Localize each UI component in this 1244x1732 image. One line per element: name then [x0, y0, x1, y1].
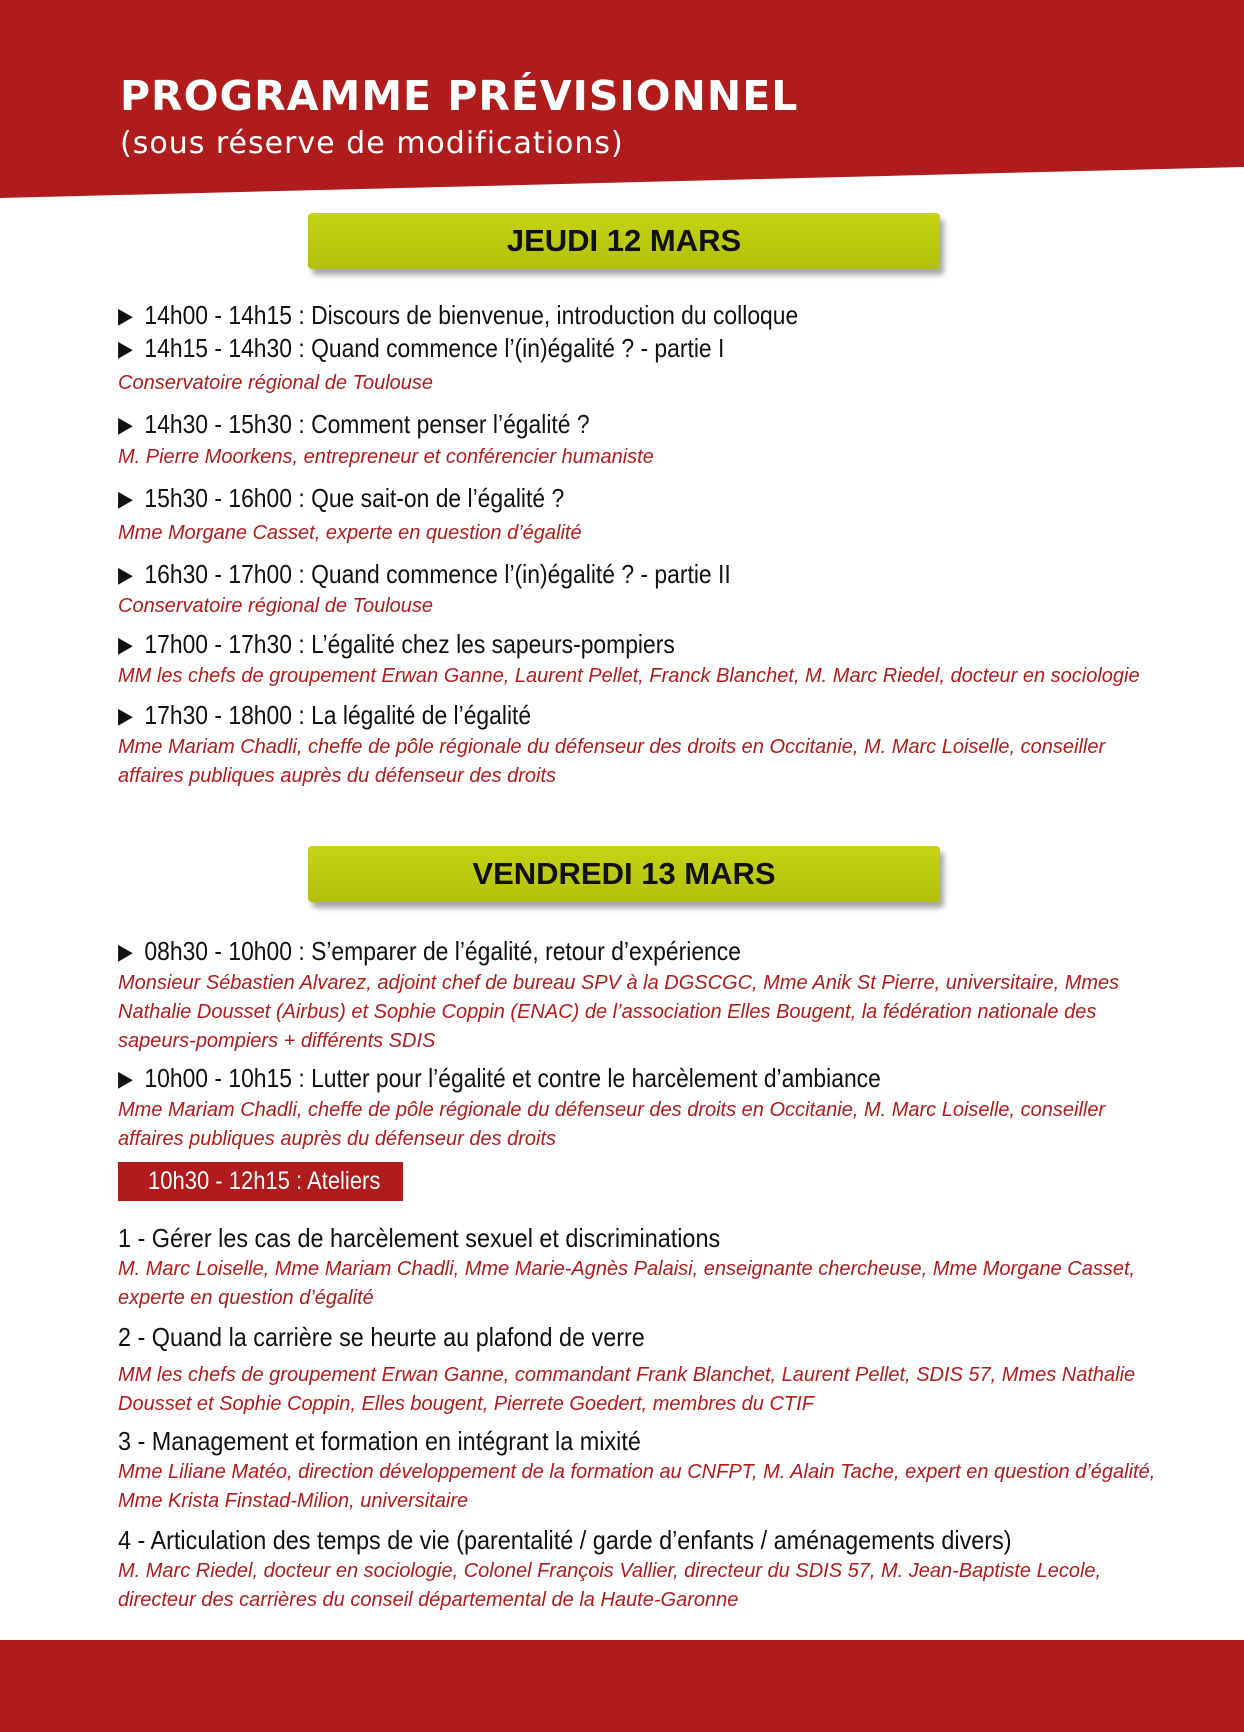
item-title: Lutter pour l’égalité et contre le harcèlement d’ambiance: [311, 1063, 881, 1093]
schedule-item: ▶ 17h30 - 18h00 : La légalité de l’égalité Mme Mariam Chadli, cheffe de pôle régionale du défenseur des droits en Occitanie, M. Marc Loiselle, conseiller affaires publiques auprès du défenseur des droits: [118, 699, 1158, 791]
play-arrow-icon: ▶: [118, 336, 133, 361]
play-arrow-icon: ▶: [118, 412, 133, 437]
schedule-item: ▶ 17h00 - 17h30 : L’égalité chez les sapeurs-pompiers MM les chefs de groupement Erwan Ganne, Laurent Pellet, Franck Blanchet, M. Marc Riedel, docteur en sociologie: [118, 628, 1158, 691]
play-arrow-icon: ▶: [118, 632, 133, 657]
workshops-tag: [118, 1162, 403, 1201]
item-time: 16h30 - 17h00: [144, 559, 292, 589]
day-banner-friday: VENDREDI 13 MARS: [308, 846, 940, 902]
workshop-speakers: Mme Liliane Matéo, direction développement de la formation au CNFPT, M. Alain Tache, expert en question d’égalité, Mme Krista Finstad-Milion, universitaire: [118, 1461, 1156, 1512]
schedule-item: ▶ 08h30 - 10h00 : S’emparer de l’égalité, retour d’expérience Monsieur Sébastien Alvarez, adjoint chef de bureau SPV à la DGSCGC, Mme Anik St Pierre, universitaire, Mmes Nathalie Dousset (Airbus) et Sophie Coppin (ENAC) de l’association Elles Bougent, la fédération nationale des sapeurs-pompiers + différents SDIS: [118, 935, 1158, 1056]
workshop-speakers: M. Marc Riedel, docteur en sociologie, Colonel François Vallier, directeur du SDIS 57, M. Jean-Baptiste Lecole, directeur des carrières du conseil départemental de la Haute-Garonne: [118, 1560, 1102, 1611]
item-speakers: M. Pierre Moorkens, entrepreneur et conférencier humaniste: [118, 446, 654, 468]
schedule-item: ▶ 14h00 - 14h15 : Discours de bienvenue, introduction du colloque: [118, 300, 799, 330]
item-speakers: Conservatoire régional de Toulouse: [118, 372, 434, 394]
workshops-list: [118, 1222, 1158, 1615]
play-arrow-icon: ▶: [118, 703, 133, 728]
item-title: Que sait-on de l’égalité ?: [311, 483, 565, 513]
item-time: 14h00 - 14h15: [144, 300, 292, 330]
item-title: Comment penser l’égalité ?: [311, 409, 590, 439]
play-arrow-icon: ▶: [118, 486, 133, 511]
workshop-title: 2 - Quand la carrière se heurte au plafond de verre: [118, 1322, 645, 1352]
item-speakers: Mme Morgane Casset, experte en question d’égalité: [118, 522, 582, 544]
item-title: Discours de bienvenue, introduction du colloque: [311, 300, 799, 330]
schedule-item: ▶ 14h15 - 14h30 : Quand commence l’(in)égalité ? - partie I Conservatoire régional de Toulouse: [118, 332, 1158, 398]
workshop-speakers: MM les chefs de groupement Erwan Ganne, commandant Frank Blanchet, Laurent Pellet, SDIS 57, Mmes Nathalie Dousset et Sophie Coppin, Elles bougent, Pierrete Goedert, membres du CTIF: [118, 1364, 1136, 1415]
schedule-item: ▶ 10h00 - 10h15 : Lutter pour l’égalité et contre le harcèlement d’ambiance Mme Mariam Chadli, cheffe de pôle régionale du défenseur des droits en Occitanie, M. Marc Loiselle, conseiller affaires publiques auprès du défenseur des droits: [118, 1062, 1158, 1154]
item-time: 14h30 - 15h30: [144, 409, 292, 439]
workshop-speakers: M. Marc Loiselle, Mme Mariam Chadli, Mme Marie-Agnès Palaisi, enseignante chercheuse, Mme Morgane Casset, experte en question d’égalité: [118, 1258, 1136, 1309]
page-title: PROGRAMME PRÉVISIONNEL: [120, 72, 799, 120]
item-time: 17h00 - 17h30: [144, 629, 292, 659]
workshop-title: 4 - Articulation des temps de vie (parentalité / garde d’enfants / aménagements divers): [118, 1525, 1012, 1555]
workshop-item: [118, 1524, 1158, 1615]
item-speakers: Mme Mariam Chadli, cheffe de pôle régionale du défenseur des droits en Occitanie, M. Marc Loiselle, conseiller affaires publiques auprès du défenseur des droits: [118, 736, 1106, 787]
schedule-item: ▶ 14h30 - 15h30 : Comment penser l’égalité ? M. Pierre Moorkens, entrepreneur et conférencier humaniste: [118, 408, 1158, 472]
item-time: 17h30 - 18h00: [144, 700, 292, 730]
workshop-title: 1 - Gérer les cas de harcèlement sexuel et discriminations: [118, 1223, 721, 1253]
item-time: 10h00 - 10h15: [144, 1063, 292, 1093]
item-title: Quand commence l’(in)égalité ? - partie II: [311, 559, 731, 589]
item-title: La légalité de l’égalité: [311, 700, 532, 730]
item-title: Quand commence l’(in)égalité ? - partie I: [311, 333, 725, 363]
play-arrow-icon: ▶: [118, 562, 133, 587]
schedule-item: ▶ 16h30 - 17h00 : Quand commence l’(in)égalité ? - partie II Conservatoire régional de Toulouse: [118, 558, 1158, 621]
day-banner-thursday: JEUDI 12 MARS: [308, 213, 940, 269]
item-speakers: Mme Mariam Chadli, cheffe de pôle régionale du défenseur des droits en Occitanie, M. Marc Loiselle, conseiller affaires publiques auprès du défenseur des droits: [118, 1099, 1106, 1150]
workshop-item: [118, 1222, 1158, 1313]
schedule-item: ▶ 15h30 - 16h00 : Que sait-on de l’égalité ? Mme Morgane Casset, experte en question d’égalité: [118, 482, 1158, 548]
item-time: 15h30 - 16h00: [144, 483, 292, 513]
item-speakers: Conservatoire régional de Toulouse: [118, 595, 434, 617]
play-arrow-icon: ▶: [118, 303, 133, 328]
footer-band: [0, 1640, 1244, 1732]
page-subtitle: (sous réserve de modifications): [120, 126, 624, 161]
item-speakers: MM les chefs de groupement Erwan Ganne, Laurent Pellet, Franck Blanchet, M. Marc Riedel, docteur en sociologie: [118, 665, 1140, 687]
item-time: 14h15 - 14h30: [144, 333, 292, 363]
workshop-item: [118, 1321, 1158, 1419]
item-title: L’égalité chez les sapeurs-pompiers: [311, 629, 675, 659]
day-2-schedule: [118, 935, 1158, 1154]
workshop-item: [118, 1425, 1158, 1516]
play-arrow-icon: ▶: [118, 939, 133, 964]
workshop-title: 3 - Management et formation en intégrant la mixité: [118, 1426, 641, 1456]
item-title: S’emparer de l’égalité, retour d’expérience: [311, 936, 741, 966]
day-1-schedule: [118, 299, 1158, 791]
item-speakers: Monsieur Sébastien Alvarez, adjoint chef de bureau SPV à la DGSCGC, Mme Anik St Pierre, universitaire, Mmes Nathalie Dousset (Airbus) et Sophie Coppin (ENAC) de l’association Elles Bougent, la fédération nationale des sapeurs-pompiers + différents SDIS: [118, 972, 1120, 1052]
play-arrow-icon: ▶: [118, 1066, 133, 1091]
workshops-label: 10h30 - 12h15 : Ateliers: [148, 1167, 381, 1195]
item-time: 08h30 - 10h00: [144, 936, 292, 966]
